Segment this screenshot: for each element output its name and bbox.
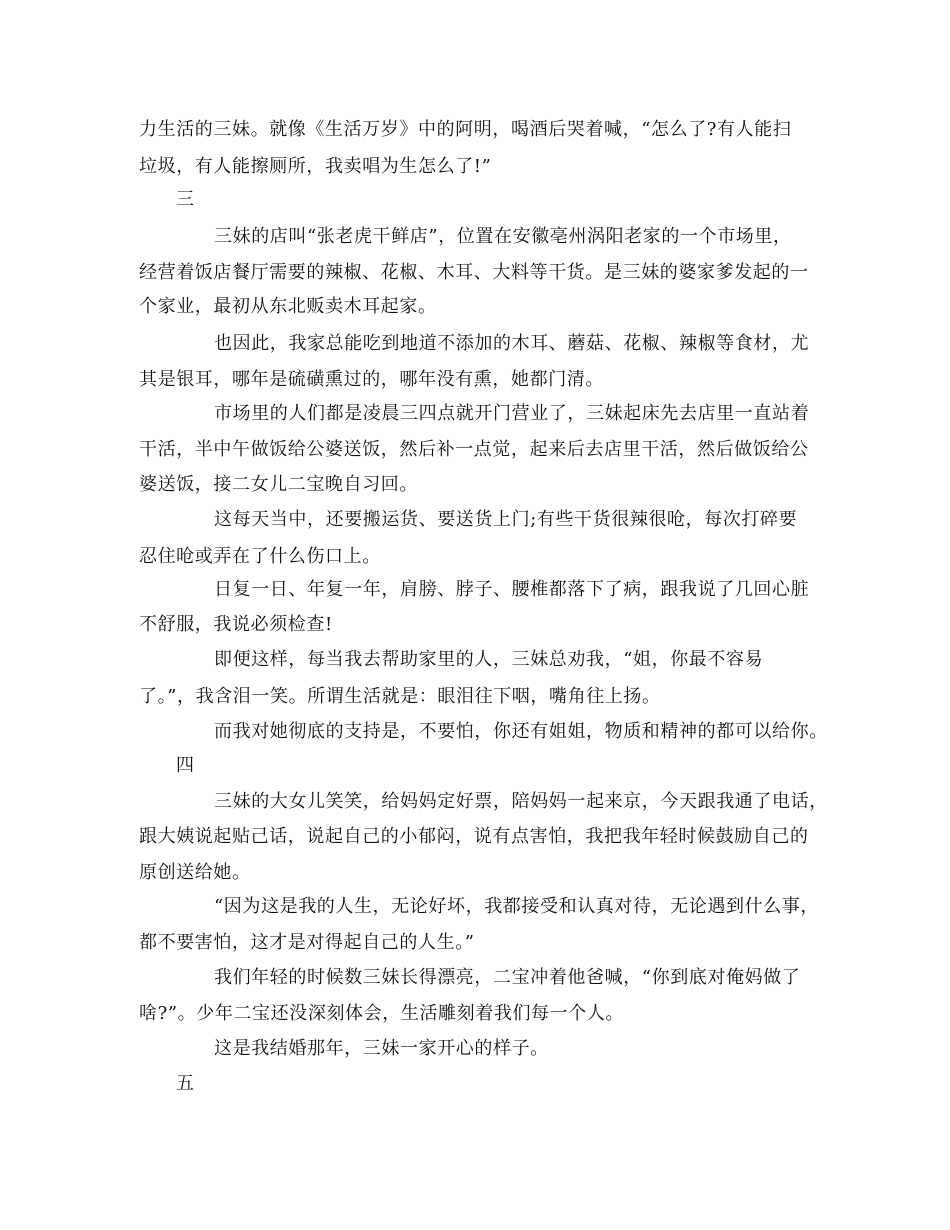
text-line: 其是银耳，哪年是硫磺熏过的，哪年没有熏，她都门清。 (139, 369, 604, 390)
text-line: 了。”，我含泪一笑。所谓生活就是：眼泪往下咽，嘴角往上扬。 (139, 686, 661, 707)
section-heading-3: 三 (176, 189, 195, 210)
text-line: 我们年轻的时候数三妹长得漂亮，二宝冲着他爸喊，“你到底对俺妈做了 (214, 967, 801, 988)
text-line: 日复一日、年复一年，肩膀、脖子、腰椎都落下了病，跟我说了几回心脏 (214, 579, 810, 600)
text-line: 三妹的大女儿笑笑，给妈妈定好票，陪妈妈一起来京，今天跟我通了电话， (214, 791, 828, 812)
text-line: 也因此，我家总能吃到地道不添加的木耳、蘑菇、花椒、辣椒等食材，尤 (214, 333, 810, 354)
text-line: 这每天当中，还要搬运货、要送货上门;有些干货很辣很呛，每次打碎要 (214, 509, 798, 530)
text-line: 这是我结婚那年，三妹一家开心的样子。 (214, 1038, 549, 1059)
text-line: 原创送给她。 (139, 862, 251, 883)
text-line: 跟大姨说起贴己话，说起自己的小郁闷，说有点害怕，我把我年轻时候鼓励自己的 (139, 826, 809, 847)
text-line: 啥?”。少年二宝还没深刻体会，生活雕刻着我们每一个人。 (139, 1003, 625, 1024)
text-line: 婆送饭，接二女儿二宝晚自习回。 (139, 474, 418, 495)
text-line: 干活，半中午做饭给公婆送饭，然后补一点觉，起来后去店里干活，然后做饭给公 (139, 439, 809, 460)
text-line: 三妹的店叫“张老虎干鲜店”，位置在安徽亳州涡阳老家的一个市场里， (214, 226, 792, 247)
section-heading-5: 五 (176, 1073, 195, 1094)
text-line: 而我对她彻底的支持是，不要怕，你还有姐姐，物质和精神的都可以给你。 (214, 721, 828, 742)
text-line: 经营着饭店餐厅需要的辣椒、花椒、木耳、大料等干货。是三妹的婆家爹发起的一 (139, 262, 809, 283)
section-heading-4: 四 (176, 755, 195, 776)
text-line: 即便这样，每当我去帮助家里的人，三妹总劝我，“姐，你最不容易 (214, 649, 764, 670)
text-line: 都不要害怕，这才是对得起自己的人生。” (139, 932, 475, 953)
text-line: 忍住呛或弄在了什么伤口上。 (139, 546, 381, 567)
text-line: “因为这是我的人生，无论好坏，我都接受和认真对待，无论遇到什么事， (214, 896, 819, 917)
text-line: 市场里的人们都是凌晨三四点就开门营业了，三妹起床先去店里一直站着 (214, 403, 810, 424)
text-line: 垃圾，有人能擦厕所，我卖唱为生怎么了!” (139, 156, 492, 177)
text-line: 不舒服，我说必须检查! (139, 614, 333, 635)
text-line: 力生活的三妹。就像《生活万岁》中的阿明，喝酒后哭着喊，“怎么了?有人能扫 (139, 119, 792, 140)
text-line: 个家业，最初从东北贩卖木耳起家。 (139, 296, 437, 317)
